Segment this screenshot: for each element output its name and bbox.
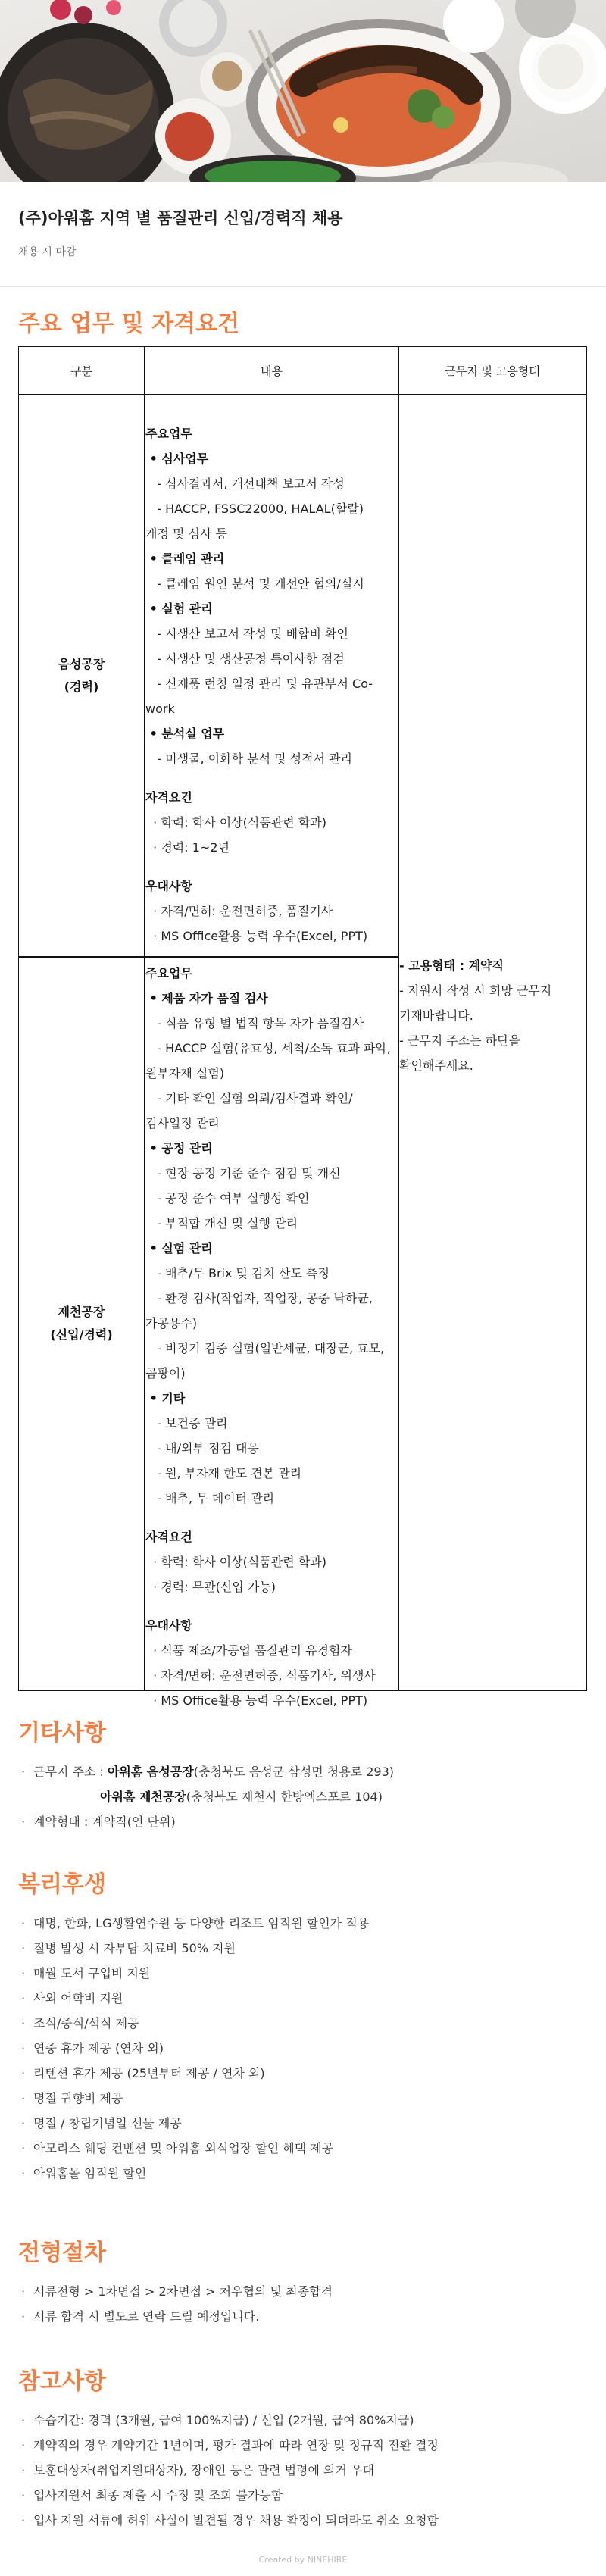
misc-list bbox=[18, 1759, 594, 1834]
content-heading: 주요업무 bbox=[145, 966, 192, 980]
row-name-line: 제천공장 bbox=[58, 1305, 105, 1319]
spacer bbox=[145, 1511, 398, 1524]
content-line: 개정 및 심사 등 bbox=[145, 527, 227, 541]
content-line: · 식품 제조/가공업 품질관리 유경험자 bbox=[145, 1643, 352, 1658]
table-header-category: 구분 bbox=[70, 364, 92, 378]
content-line: · 자격/면허: 운전면허증, 품질기사 bbox=[145, 904, 333, 918]
content-cell-jecheon bbox=[145, 961, 398, 1713]
content-line: · MS Office활용 능력 우수(Excel, PPT) bbox=[145, 1693, 368, 1708]
address2-name: 아워홈 제천공장 bbox=[100, 1790, 186, 1804]
row-head-jecheon bbox=[19, 958, 144, 1690]
list-item: · 입사지원서 최종 제출 시 수정 및 조회 불가능함 bbox=[18, 2483, 594, 2508]
content-line: work bbox=[145, 702, 175, 716]
row-head-eumseong bbox=[19, 395, 144, 956]
list-item: · 명절 귀향비 제공 bbox=[18, 2086, 594, 2111]
content-line: - 시생산 및 생산공정 특이사항 점검 bbox=[145, 652, 345, 666]
content-heading: • 심사업무 bbox=[145, 452, 209, 466]
list-item: · 대명, 한화, LG생활연수원 등 다양한 리조트 임직원 할인가 적용 bbox=[18, 1911, 594, 1936]
job-title: (주)아워홈 지역 별 품질관리 신입/경력직 채용 bbox=[18, 209, 343, 227]
content-line: - 심사결과서, 개선대책 보고서 작성 bbox=[145, 477, 345, 491]
process-list bbox=[18, 2279, 594, 2329]
content-line: - 기타 확인 실험 의뢰/검사결과 확인/ bbox=[145, 1091, 353, 1105]
content-heading: 자격요건 bbox=[145, 1530, 192, 1544]
list-item: · 계약형태 : 계약직(연 단위) bbox=[18, 1809, 594, 1834]
address2-detail: (충청북도 제천시 한방엑스포로 104) bbox=[186, 1790, 383, 1804]
list-item: · 조식/중식/석식 제공 bbox=[18, 2011, 594, 2036]
content-heading: 우대사항 bbox=[145, 879, 192, 893]
content-line: - 클레임 원인 분석 및 개선안 협의/실시 bbox=[145, 577, 364, 591]
list-item: · 아모리스 웨딩 컨벤션 및 아워홈 외식업장 할인 혜택 제공 bbox=[18, 2136, 594, 2161]
content-heading: • 실험 관리 bbox=[145, 1241, 213, 1255]
content-heading: 자격요건 bbox=[145, 790, 192, 805]
welfare-list bbox=[18, 1911, 594, 2186]
content-line: - 내/외부 점검 대응 bbox=[145, 1441, 259, 1455]
row-name-line: (신입/경력) bbox=[50, 1327, 113, 1342]
content-line: - 신제품 런칭 일정 관리 및 유관부서 Co- bbox=[145, 677, 373, 691]
content-line: - HACCP 실험(유효성, 세척/소독 효과 파악, bbox=[145, 1041, 391, 1055]
list-item: · 리텐션 휴가 제공 (25년부터 제공 / 연차 외) bbox=[18, 2061, 594, 2086]
employment-line: - 지원서 작성 시 희망 근무지 bbox=[399, 983, 552, 998]
content-line: - 공정 준수 여부 실행성 확인 bbox=[145, 1191, 310, 1205]
content-line: · 경력: 무관(신입 가능) bbox=[145, 1580, 276, 1594]
content-heading: • 실험 관리 bbox=[145, 602, 213, 616]
content-heading: • 제품 자가 품질 검사 bbox=[145, 991, 268, 1005]
content-line: - 배추/무 Brix 및 김치 산도 측정 bbox=[145, 1266, 330, 1280]
employment-line: 기재바랍니다. bbox=[399, 1008, 473, 1023]
content-line: · MS Office활용 능력 우수(Excel, PPT) bbox=[145, 929, 368, 943]
content-line: · 학력: 학사 이상(식품관련 학과) bbox=[145, 1555, 326, 1569]
table-header-content: 내용 bbox=[261, 364, 283, 378]
list-item: · 아워홈몰 임직원 할인 bbox=[18, 2161, 594, 2186]
notes-list bbox=[18, 2408, 594, 2533]
list-item: · 보훈대상자(취업지원대상자), 장애인 등은 관련 법령에 의거 우대 bbox=[18, 2458, 594, 2483]
list-item: · 계약직의 경우 계약기간 1년이며, 평가 결과에 따라 연장 및 정규직 전환 결정 bbox=[18, 2433, 594, 2458]
content-heading: • 기타 bbox=[145, 1391, 186, 1405]
content-line: 원부자재 실험) bbox=[145, 1066, 225, 1080]
content-line: 가공용수) bbox=[145, 1316, 198, 1330]
content-line: - 보건증 관리 bbox=[145, 1416, 228, 1430]
list-item: · 입사 지원 서류에 허위 사실이 발견될 경우 채용 확정이 되더라도 취소 요청함 bbox=[18, 2508, 594, 2533]
content-line: - 미생물, 이화학 분석 및 성적서 관리 bbox=[145, 752, 353, 766]
content-line: - 환경 검사(작업자, 작업장, 공중 낙하균, bbox=[145, 1291, 373, 1305]
content-line: - 부적합 개선 및 실행 관리 bbox=[145, 1216, 298, 1230]
content-heading: • 공정 관리 bbox=[145, 1141, 213, 1155]
divider bbox=[0, 286, 606, 287]
food-photo-illustration bbox=[0, 0, 606, 182]
row-name-line: 음성공장 bbox=[58, 657, 105, 671]
list-item: · 수습기간: 경력 (3개월, 급여 100%지급) / 신입 (2개월, 급여 80%지급) bbox=[18, 2408, 594, 2433]
content-line: 검사일정 관리 bbox=[145, 1116, 220, 1130]
section-title-notes: 참고사항 bbox=[18, 2368, 106, 2395]
hero-image bbox=[0, 0, 606, 182]
row-name-line: (경력) bbox=[64, 680, 99, 694]
address1-name: 아워홈 음성공장 bbox=[107, 1765, 194, 1779]
content-line: · 경력: 1~2년 bbox=[145, 840, 230, 855]
content-heading: 우대사항 bbox=[145, 1618, 192, 1633]
content-line: - 현장 공정 기준 준수 점검 및 개선 bbox=[145, 1166, 341, 1180]
content-line: - 시생산 보고서 작성 및 배합비 확인 bbox=[145, 627, 348, 641]
content-line: · 학력: 학사 이상(식품관련 학과) bbox=[145, 815, 326, 830]
spacer bbox=[145, 1599, 398, 1613]
deadline-text: 채용 시 마감 bbox=[18, 246, 77, 258]
table-header-workplace: 근무지 및 고용형태 bbox=[445, 364, 540, 378]
address1-detail: (충청북도 음성군 삼성면 청용로 293) bbox=[193, 1765, 394, 1779]
content-line: - 원, 부자재 한도 견본 관리 bbox=[145, 1466, 302, 1480]
spacer bbox=[145, 771, 398, 785]
section-title-misc: 기타사항 bbox=[18, 1720, 106, 1746]
content-heading: • 분석실 업무 bbox=[145, 727, 225, 741]
content-line: - HACCP, FSSC22000, HALAL(할랄) bbox=[145, 502, 364, 516]
employment-cell bbox=[399, 953, 585, 1078]
list-item: · 매월 도서 구입비 지원 bbox=[18, 1961, 594, 1986]
list-item: · 질병 발생 시 자부담 치료비 50% 지원 bbox=[18, 1936, 594, 1961]
content-heading: 주요업무 bbox=[145, 427, 192, 441]
content-line: 곰팡이) bbox=[145, 1366, 186, 1380]
content-line: - 배추, 무 데이터 관리 bbox=[145, 1491, 275, 1505]
employment-line: 확인해주세요. bbox=[399, 1058, 473, 1073]
content-line: - 비정기 검증 실험(일반세균, 대장균, 효모, bbox=[145, 1341, 385, 1355]
list-item: · 연중 휴가 제공 (연차 외) bbox=[18, 2036, 594, 2061]
content-cell-eumseong bbox=[145, 421, 398, 949]
list-item: · 명절 / 창립기념일 선물 제공 bbox=[18, 2111, 594, 2136]
list-item: · 서류 합격 시 별도로 연락 드릴 예정입니다. bbox=[18, 2304, 594, 2329]
section-title-welfare: 복리후생 bbox=[18, 1871, 106, 1898]
employment-line: - 근무지 주소는 하단을 bbox=[399, 1033, 521, 1048]
list-item: · 사외 어학비 지원 bbox=[18, 1986, 594, 2011]
list-item: · 서류전형 > 1차면접 > 2차면접 > 처우협의 및 최종합격 bbox=[18, 2279, 594, 2304]
list-item bbox=[18, 1784, 594, 1809]
content-line: · 자격/면허: 운전면허증, 식품기사, 위생사 bbox=[145, 1668, 376, 1683]
list-item bbox=[18, 1759, 594, 1784]
duties-table bbox=[18, 346, 587, 1708]
employment-type: - 고용형태 : 계약직 bbox=[399, 958, 504, 973]
content-line: - 식품 유형 별 법적 항목 자가 품질검사 bbox=[145, 1016, 364, 1030]
footer-credit: Created by NINEHIRE bbox=[258, 2555, 348, 2565]
content-heading: • 클레임 관리 bbox=[145, 552, 225, 566]
address-label: 근무지 주소 : bbox=[33, 1765, 108, 1779]
section-title-duties: 주요 업무 및 자격요건 bbox=[18, 311, 240, 337]
spacer bbox=[145, 860, 398, 874]
section-title-process: 전형절차 bbox=[18, 2240, 106, 2266]
